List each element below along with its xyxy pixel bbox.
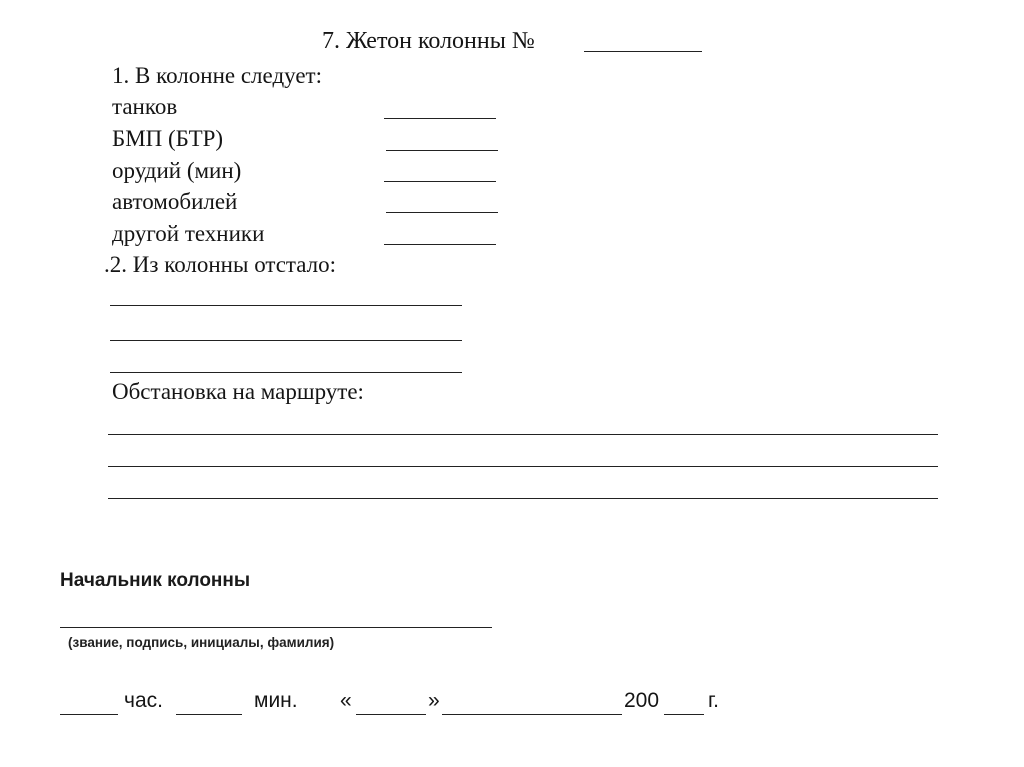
other-equipment-count-blank[interactable] [384, 244, 496, 245]
day-open-quote: « [340, 689, 352, 712]
item-label-other-equipment: другой техники [112, 221, 265, 246]
form-title: 7. Жетон колонны № [322, 28, 535, 54]
year-blank[interactable] [664, 714, 704, 715]
route-situation-label: Обстановка на маршруте: [112, 379, 364, 404]
minutes-label: мин. [254, 689, 298, 712]
day-blank[interactable] [356, 714, 426, 715]
token-number-blank[interactable] [584, 51, 702, 52]
vehicles-count-blank[interactable] [386, 212, 498, 213]
guns-count-blank[interactable] [384, 181, 496, 182]
signature-caption: (звание, подпись, инициалы, фамилия) [68, 635, 335, 650]
column-chief-label: Начальник колонны [60, 570, 251, 591]
item-label-vehicles: автомобилей [112, 189, 238, 214]
route-situation-line-3[interactable] [108, 498, 938, 499]
item-label-ifv-apc: БМП (БТР) [112, 126, 224, 151]
section-2-label: .2. Из колонны отстало: [104, 252, 337, 277]
minutes-blank[interactable] [176, 714, 242, 715]
lagged-behind-line-3[interactable] [110, 372, 462, 373]
year-suffix: г. [708, 689, 719, 712]
hours-label: час. [124, 689, 163, 712]
item-label-guns-mortars: орудий (мин) [112, 158, 242, 183]
ifv-apc-count-blank[interactable] [386, 150, 498, 151]
signature-blank[interactable] [60, 627, 492, 628]
item-label-tanks: танков [112, 94, 178, 119]
lagged-behind-line-2[interactable] [110, 340, 462, 341]
month-blank[interactable] [442, 714, 622, 715]
lagged-behind-line-1[interactable] [110, 305, 462, 306]
year-prefix: 200 [624, 689, 660, 712]
day-close-quote: » [428, 689, 440, 712]
section-1-label: 1. В колонне следует: [112, 63, 322, 88]
hours-blank[interactable] [60, 714, 118, 715]
tanks-count-blank[interactable] [384, 118, 496, 119]
route-situation-line-2[interactable] [108, 466, 938, 467]
route-situation-line-1[interactable] [108, 434, 938, 435]
